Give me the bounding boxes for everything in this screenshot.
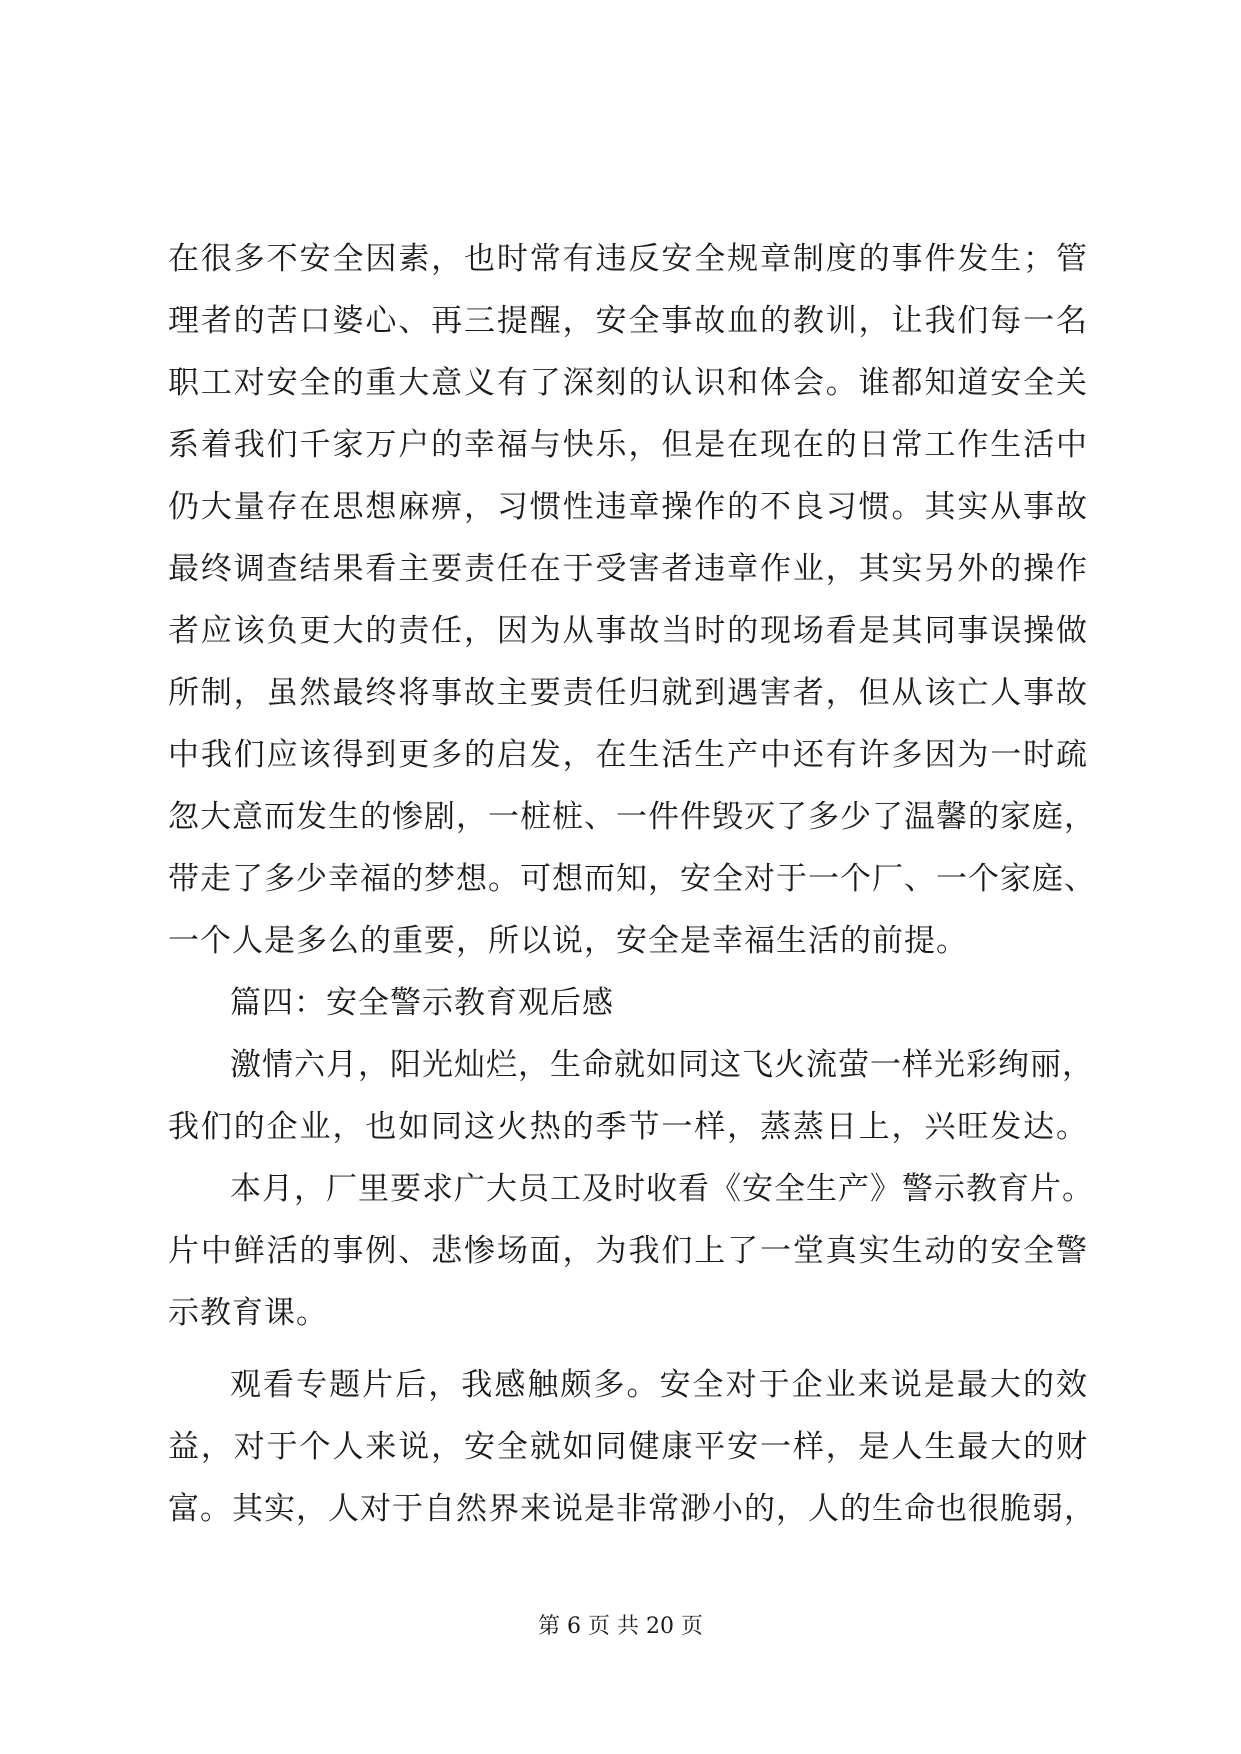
text-line-15: 我们的企业，也如同这火热的季节一样，蒸蒸日上，兴旺发达。 xyxy=(168,1109,1088,1145)
section-heading: 篇四：安全警示教育观后感 xyxy=(230,985,614,1021)
text-line-9: 中我们应该得到更多的启发，在生活生产中还有许多因为一时疏 xyxy=(168,737,1088,773)
text-line-21: 富。其实，人对于自然界来说是非常渺小的，人的生命也很脆弱， xyxy=(168,1491,1096,1527)
text-line-10: 忽大意而发生的惨剧，一桩桩、一件件毁灭了多少了温馨的家庭， xyxy=(168,799,1096,835)
text-line-16: 本月，厂里要求广大员工及时收看《安全生产》警示教育片。 xyxy=(230,1171,1094,1207)
body-text xyxy=(168,228,1096,1540)
text-line-20: 益，对于个人来说，安全就如同健康平安一样，是人生最大的财 xyxy=(168,1429,1088,1465)
text-line-17: 片中鲜活的事例、悲惨场面，为我们上了一堂真实生动的安全警 xyxy=(168,1233,1088,1269)
text-line-11: 带走了多少幸福的梦想。可想而知，安全对于一个厂、一个家庭、 xyxy=(168,861,1096,897)
text-line-12: 一个人是多么的重要，所以说，安全是幸福生活的前提。 xyxy=(168,923,968,959)
text-line-19: 观看专题片后，我感触颇多。安全对于企业来说是最大的效 xyxy=(230,1367,1088,1403)
page-number-label: 第 6 页 共 20 页 xyxy=(538,1614,703,1639)
text-line-4: 系着我们千家万户的幸福与快乐，但是在现在的日常工作生活中 xyxy=(168,427,1088,463)
text-line-6: 最终调查结果看主要责任在于受害者违章作业，其实另外的操作 xyxy=(168,551,1088,587)
text-line-18: 示教育课。 xyxy=(168,1295,328,1331)
text-line-14: 激情六月，阳光灿烂，生命就如同这飞火流萤一样光彩绚丽， xyxy=(230,1047,1094,1083)
text-line-1: 在很多不安全因素，也时常有违反安全规章制度的事件发生；管 xyxy=(168,241,1088,277)
text-line-2: 理者的苦口婆心、再三提醒，安全事故血的教训，让我们每一名 xyxy=(168,303,1088,339)
text-line-3: 职工对安全的重大意义有了深刻的认识和体会。谁都知道安全关 xyxy=(168,365,1088,401)
page-footer xyxy=(0,1612,1241,1642)
text-line-7: 者应该负更大的责任，因为从事故当时的现场看是其同事误操做 xyxy=(168,613,1088,649)
text-line-8: 所制，虽然最终将事故主要责任归就到遇害者，但从该亡人事故 xyxy=(168,675,1088,711)
text-line-5: 仍大量存在思想麻痹，习惯性违章操作的不良习惯。其实从事故 xyxy=(168,489,1088,525)
